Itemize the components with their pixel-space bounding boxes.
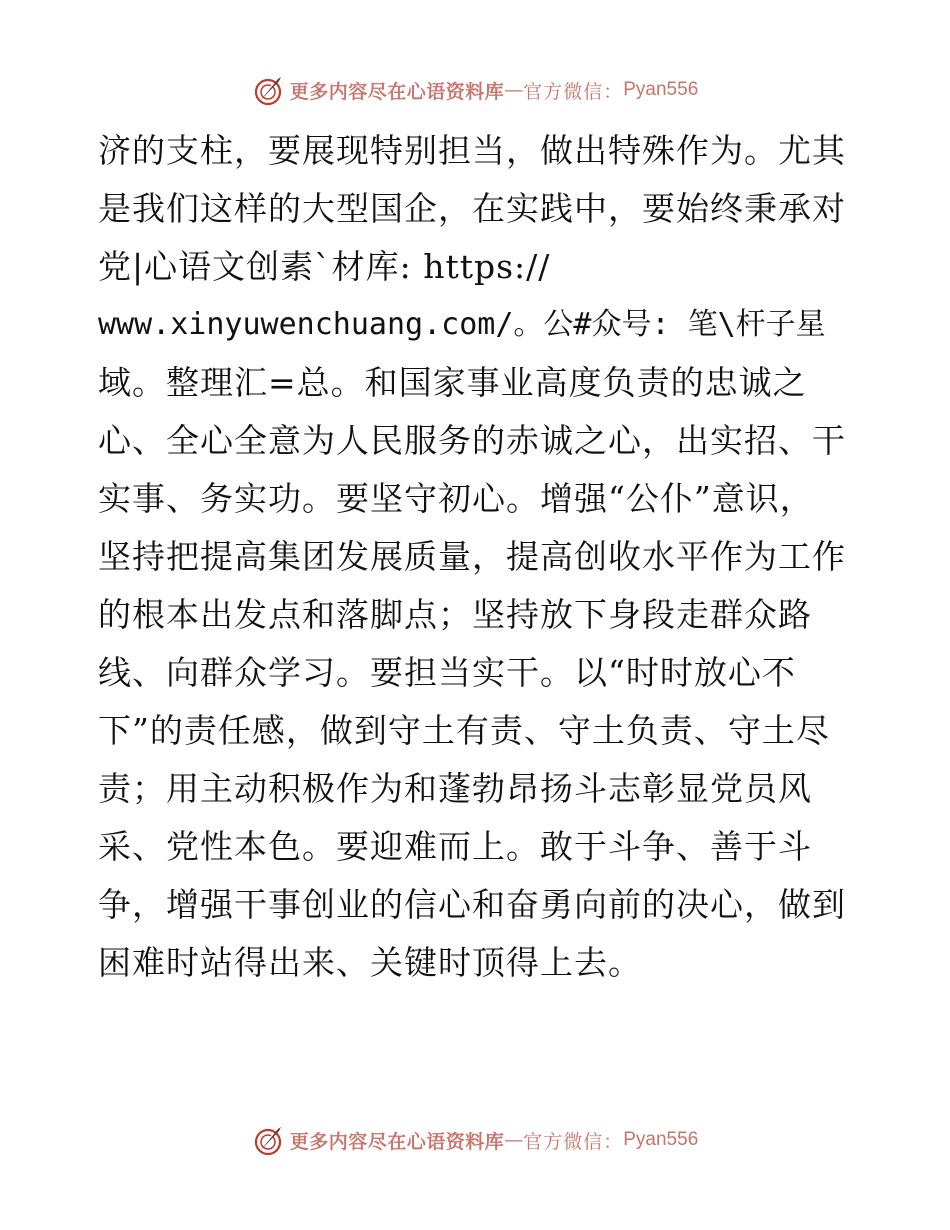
body-line-url: www.xinyuwenchuang.com/。公#众号: 笔\杆子星 [98, 307, 826, 342]
document-body [98, 122, 858, 992]
body-line: 的根本出发点和落脚点；坚持放下身段走群众路 [98, 595, 812, 634]
quill-logo-icon [252, 73, 286, 107]
header-separator: — [504, 79, 524, 101]
body-line: 域。整理汇=总。和国家事业高度负责的忠诚之 [98, 363, 807, 402]
header-wechat-handle: Pyan556 [623, 79, 699, 100]
body-line: 责；用主动积极作为和蓬勃昂扬斗志彰显党员风 [98, 769, 812, 808]
header-banner [0, 70, 950, 110]
quill-logo-icon [252, 1123, 286, 1157]
header-wechat-label: 官方微信： [523, 80, 624, 103]
body-line: 坚持把提高集团发展质量，提高创收水平作为工作 [98, 537, 846, 576]
footer-wechat-label: 官方微信： [523, 1130, 624, 1153]
body-line: 党|心语文创素`材库: https:// [98, 247, 551, 286]
body-line: 是我们这样的大型国企，在实践中，要始终秉承对 [98, 189, 846, 228]
footer-banner [0, 1120, 950, 1160]
body-line: 采、党性本色。要迎难而上。敢于斗争、善于斗 [98, 827, 812, 866]
body-line: 下”的责任感，做到守土有责、守土负责、守土尽 [98, 711, 830, 750]
footer-promo-text: 更多内容尽在心语资料库 [289, 1130, 505, 1153]
body-line: 实事、务实功。要坚守初心。增强“公仆”意识， [98, 479, 814, 518]
header-promo-text: 更多内容尽在心语资料库 [289, 80, 505, 103]
body-line: 济的支柱，要展现特别担当，做出特殊作为。尤其 [98, 131, 846, 170]
body-line: 线、向群众学习。要担当实干。以“时时放心不 [98, 653, 796, 692]
body-line: 困难时站得出来、关键时顶得上去。 [98, 943, 642, 982]
body-line: 心、全心全意为人民服务的赤诚之心，出实招、干 [98, 421, 846, 460]
footer-wechat-handle: Pyan556 [623, 1129, 699, 1150]
footer-separator: — [504, 1129, 524, 1151]
body-line: 争，增强干事创业的信心和奋勇向前的决心，做到 [98, 885, 846, 924]
